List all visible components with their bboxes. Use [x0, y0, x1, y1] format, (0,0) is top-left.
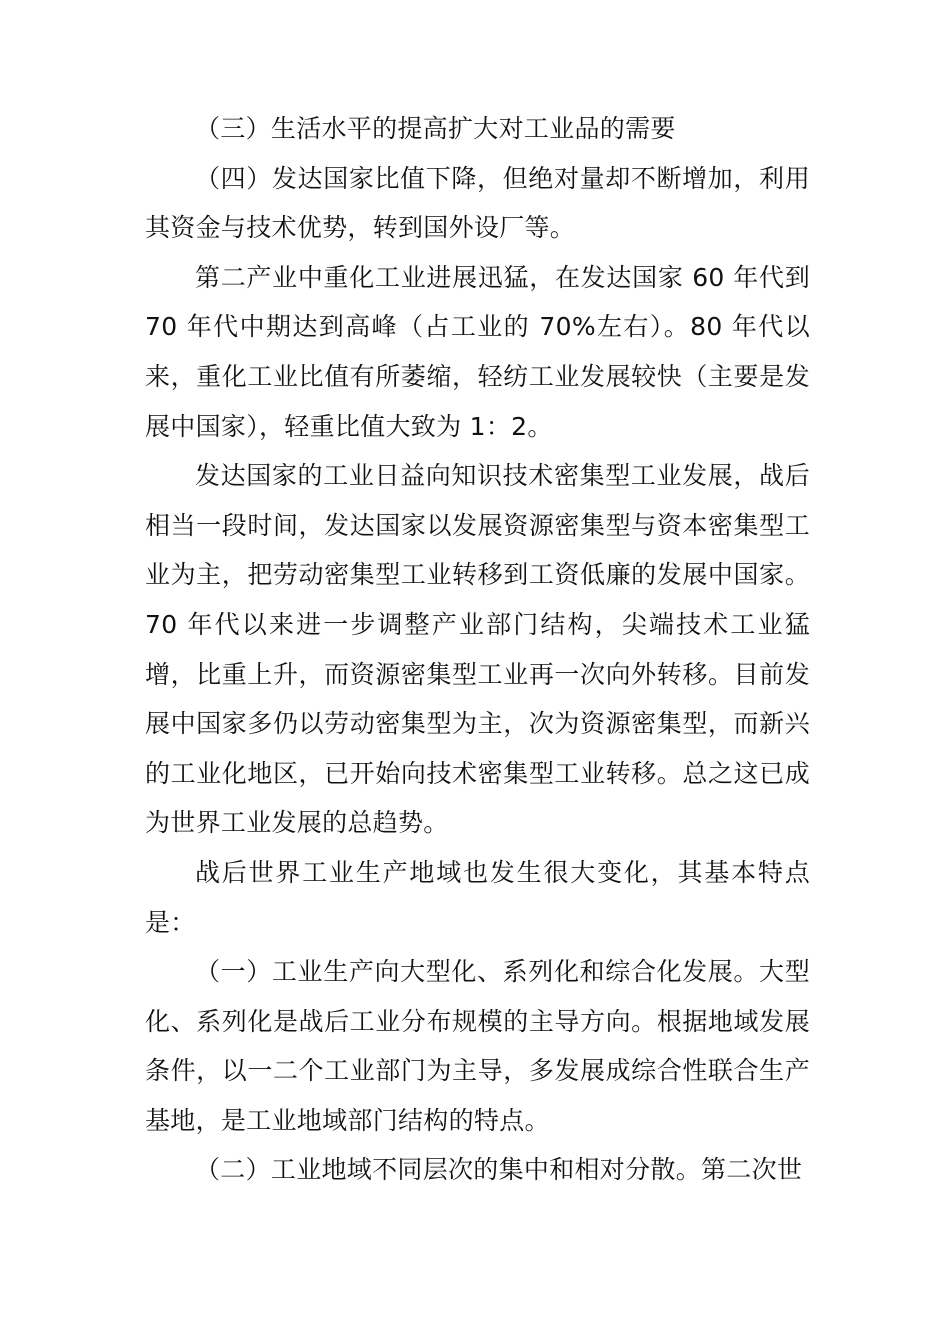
document-body [145, 104, 810, 1195]
paragraph-knowledge-intensive: 发达国家的工业日益向知识技术密集型工业发展，战后相当一段时间，发达国家以发展资源密集型与资本密集型工业为主，把劳动密集型工业转移到工资低廉的发展中国家。70 年代以来进一步调整产业部门结构，尖端技术工业猛增，比重上升，而资源密集型工业再一次向外转移。目前发展中国家多仍以劳动密集型为主，次为资源密集型，而新兴的工业化地区，已开始向技术密集型工业转移。总之这已成为世界工业发展的总趋势。 [145, 461, 810, 838]
paragraph-living-standard: （三）生活水平的提高扩大对工业品的需要 [195, 114, 676, 143]
paragraph-regional-changes: 战后世界工业生产地域也发生很大变化，其基本特点是： [145, 857, 810, 937]
paragraph-heavy-industry: 第二产业中重化工业进展迅猛，在发达国家 60 年代到 70 年代中期达到高峰（占工业的 70%左右）。80 年代以来，重化工业比值有所萎缩，轻纺工业发展较快（主要是发展中国家），轻重比值大致为 1：2。 [145, 262, 811, 441]
paragraph-concentration: （二）工业地域不同层次的集中和相对分散。第二次世 [195, 1155, 803, 1185]
paragraph-large-scale: （一）工业生产向大型化、系列化和综合化发展。大型化、系列化是战后工业分布规模的主导方向。根据地域发展条件，以一二个工业部门为主导，多发展成综合性联合生产基地，是工业地域部门结构的特点。 [145, 957, 810, 1135]
paragraph-developed-countries-share: （四）发达国家比值下降，但绝对量却不断增加，利用其资金与技术优势，转到国外设厂等。 [145, 163, 810, 243]
